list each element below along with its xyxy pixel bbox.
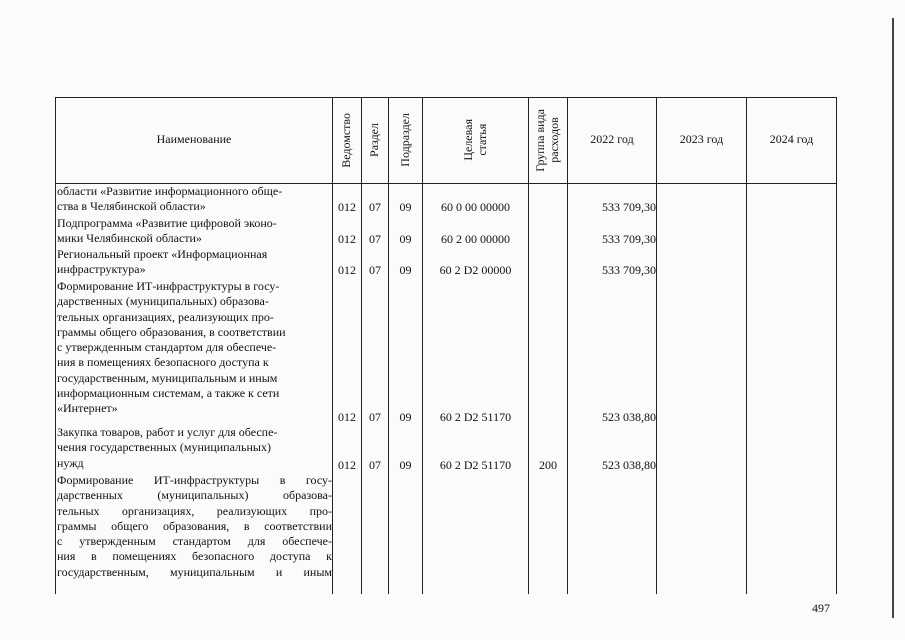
table-row-name: Формирование ИТ-инфраструктуры в госу- дарственных (муниципальных) образова- тельных организациях, реализующих про- граммы общего образования, в соответствии с утвержденным стандартом для обеспече- ния в помещениях безопасного доступа к государственным, муниципальным и иным xyxy=(57,473,332,579)
table-row-ministry: 012 xyxy=(338,458,356,472)
header-section-label: Раздел xyxy=(367,123,382,157)
table-row-expense-group: 200 xyxy=(539,458,557,472)
table-row-subsection: 09 xyxy=(399,458,412,472)
table-row-section: 07 xyxy=(369,458,381,472)
header-section xyxy=(362,97,388,183)
table-row-name: Региональный проект «Информационная инфраструктура» xyxy=(57,247,268,277)
header-target-article xyxy=(423,97,528,183)
scan-edge-line xyxy=(892,18,894,618)
table-row-subsection: 09 xyxy=(399,232,412,246)
table-row-amount-2022: 523 038,80 xyxy=(602,458,656,472)
header-target-article-label: Целевая статья xyxy=(460,119,489,161)
header-ministry-label: Ведомство xyxy=(339,112,354,168)
table-row-section: 07 xyxy=(369,263,381,277)
table-row-target-article: 60 2 D2 51170 xyxy=(439,410,512,424)
table-row-name: области «Развитие информационного обще- ства в Челябинской области» xyxy=(57,184,283,214)
header-expense-group-label: Группа вида расходов xyxy=(533,108,561,172)
table-right-border xyxy=(836,97,837,594)
table-row-ministry: 012 xyxy=(338,410,356,424)
page-number: 497 xyxy=(812,601,830,615)
header-name: Наименование xyxy=(156,132,232,147)
table-row-ministry: 012 xyxy=(338,263,356,277)
table-row-section: 07 xyxy=(369,232,381,246)
header-subsection xyxy=(389,97,422,183)
table-row-name: Подпрограмма «Развитие цифровой эконо- мики Челябинской области» xyxy=(57,216,277,246)
table-row-ministry: 012 xyxy=(338,232,356,246)
table-row-target-article: 60 2 D2 51170 xyxy=(439,458,512,472)
table-row-amount-2022: 533 709,30 xyxy=(602,232,656,246)
table-row-name: Формирование ИТ-инфраструктуры в госу- дарственных (муниципальных) образова- тельных организациях, реализующих про- граммы общего образования, в соответствии с утвержденным стандартом для обеспече- ния в помещениях безопасного доступа к государственным, муниципальным и иным информационным системам, а также к сети «Интернет» xyxy=(57,279,286,416)
table-row-subsection: 09 xyxy=(399,410,412,424)
table-row-amount-2022: 533 709,30 xyxy=(602,200,656,214)
table-row-amount-2022: 533 709,30 xyxy=(602,263,656,277)
table-row-target-article: 60 2 D2 00000 xyxy=(439,263,512,277)
header-2024: 2024 год xyxy=(769,132,814,147)
header-2022: 2022 год xyxy=(590,132,634,147)
table-row-subsection: 09 xyxy=(399,263,412,277)
table-row-amount-2022: 523 038,80 xyxy=(602,410,656,424)
table-row-ministry: 012 xyxy=(338,200,356,214)
header-ministry xyxy=(333,97,361,183)
table-row-target-article: 60 0 00 00000 xyxy=(441,200,510,214)
table-row-name: Закупка товаров, работ и услуг для обеспе- чения государственных (муниципальных) нужд xyxy=(57,425,278,470)
table-row-section: 07 xyxy=(369,410,381,424)
table-row-target-article: 60 2 00 00000 xyxy=(441,232,510,246)
table-row-subsection: 09 xyxy=(399,200,412,214)
header-expense-group xyxy=(529,97,567,183)
header-2023: 2023 год xyxy=(679,132,724,147)
header-subsection-label: Подраздел xyxy=(397,113,412,167)
table-row-section: 07 xyxy=(369,200,381,214)
